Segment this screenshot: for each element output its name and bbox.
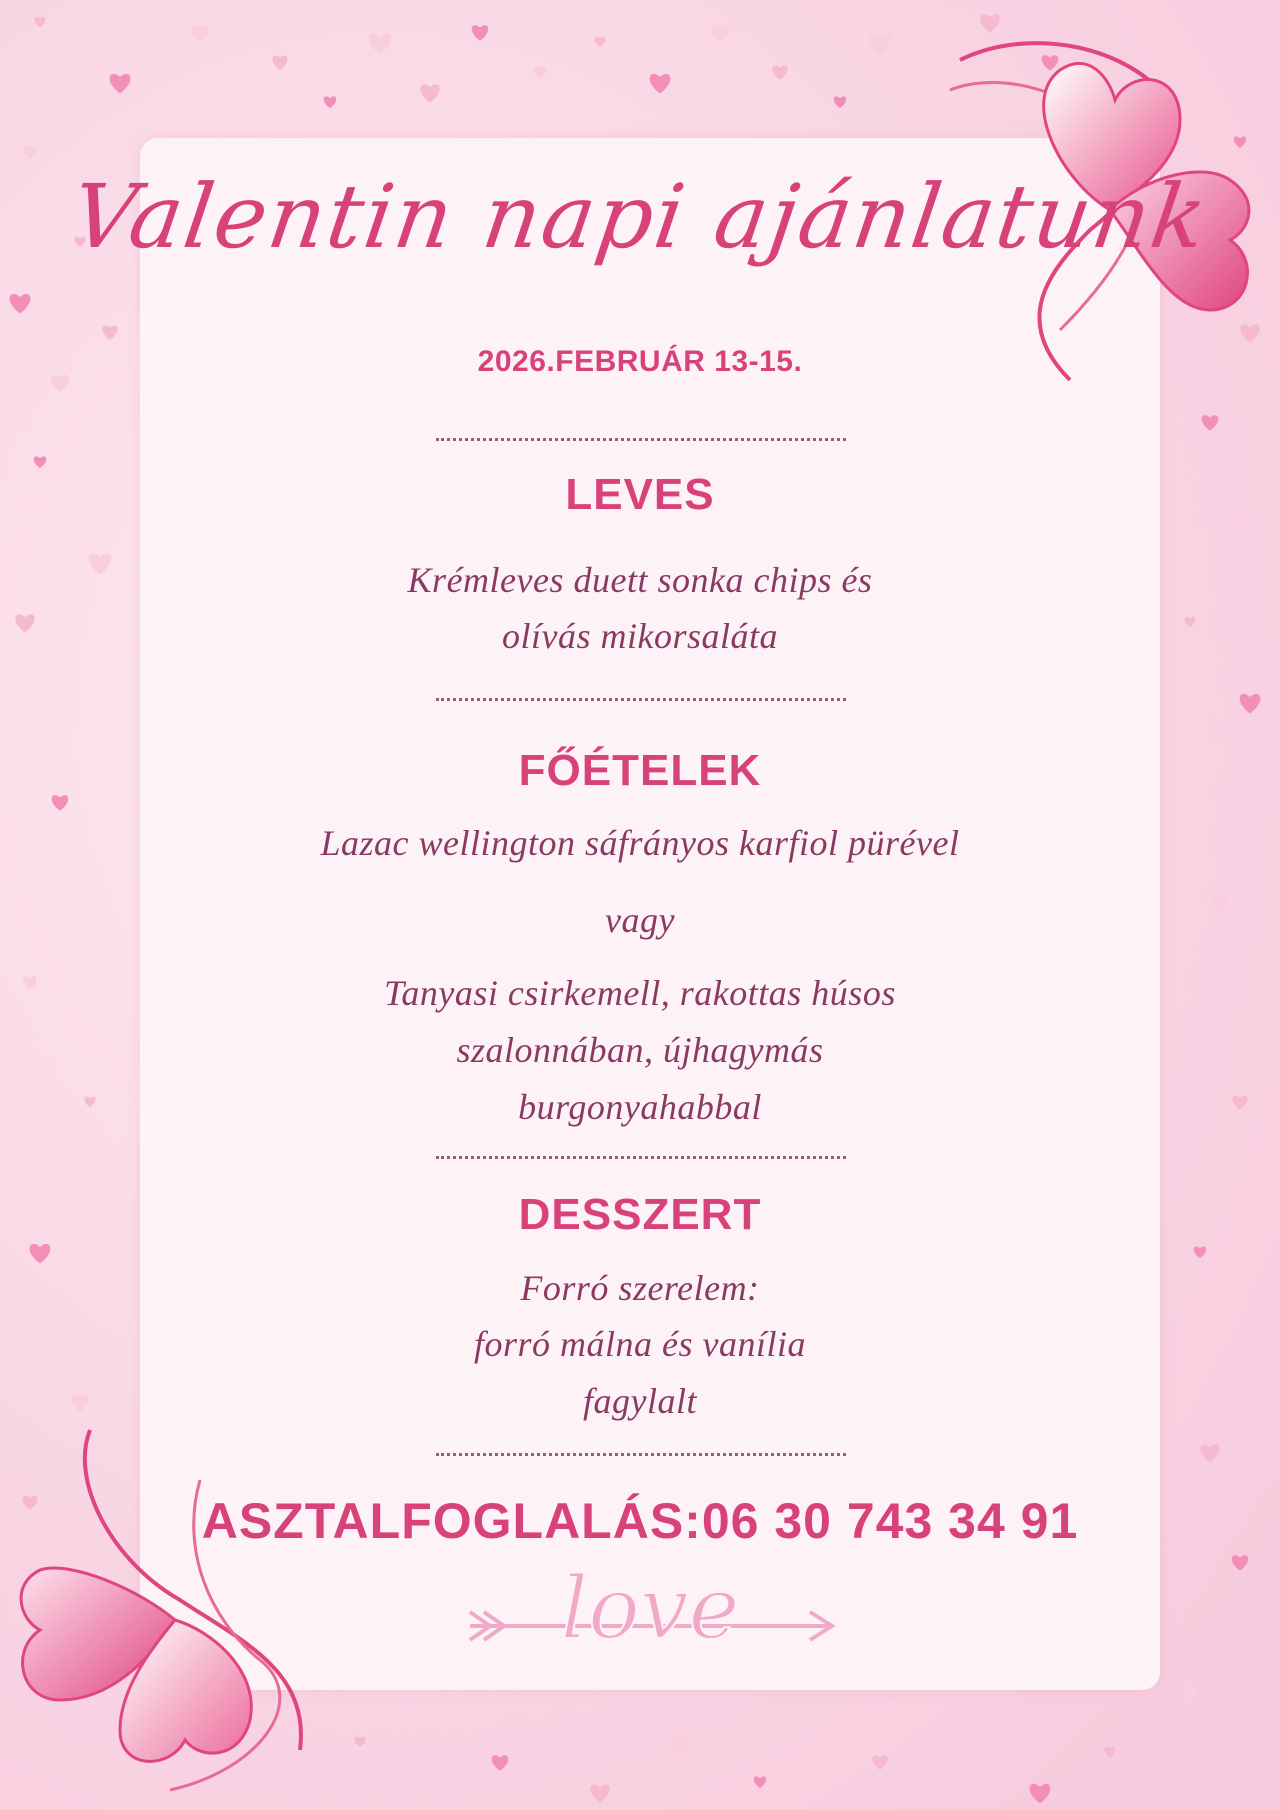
- background-heart: [1232, 1555, 1249, 1571]
- menu-line: forró málna és vanília: [474, 1324, 806, 1364]
- menu-line: Lazac wellington sáfrányos karfiol pürével: [320, 823, 960, 863]
- background-heart: [650, 74, 671, 94]
- background-heart: [23, 146, 37, 159]
- background-heart: [872, 1756, 887, 1770]
- background-heart: [413, 1786, 427, 1799]
- background-heart: [272, 56, 287, 70]
- background-heart: [951, 1705, 969, 1722]
- background-heart: [1200, 1444, 1219, 1462]
- background-heart: [711, 25, 729, 42]
- background-heart: [369, 33, 391, 54]
- section-heading-mains: FŐÉTELEK: [518, 746, 762, 795]
- section-heading-soup: LEVES: [565, 470, 715, 519]
- background-heart: [191, 25, 209, 42]
- background-heart: [594, 37, 605, 47]
- background-heart: [472, 25, 489, 41]
- butterfly-heart-decoration-bottom: [10, 1420, 350, 1800]
- dotted-divider: [436, 1453, 846, 1456]
- menu-line: Krémleves duett sonka chips és: [407, 560, 873, 600]
- menu-line-separator: vagy: [605, 900, 675, 940]
- background-heart: [102, 326, 117, 340]
- background-heart: [420, 84, 439, 102]
- love-word: love: [560, 1559, 740, 1658]
- background-heart: [10, 294, 31, 314]
- dotted-divider: [436, 698, 846, 701]
- background-heart: [1104, 1747, 1115, 1757]
- background-heart: [34, 17, 45, 27]
- background-heart: [869, 33, 891, 54]
- background-heart: [590, 1784, 609, 1802]
- menu-line: Tanyasi csirkemell, rakottas húsos: [384, 973, 896, 1013]
- background-heart: [1240, 694, 1261, 714]
- background-heart: [1202, 415, 1219, 431]
- reservation-phone: ASZTALFOGLALÁS:06 30 743 34 91: [201, 1493, 1079, 1549]
- background-heart: [1183, 1686, 1197, 1699]
- background-heart: [1194, 1246, 1206, 1258]
- background-heart: [1030, 1784, 1051, 1804]
- background-heart: [772, 66, 787, 80]
- event-date: 2026.FEBRUÁR 13-15.: [477, 345, 803, 378]
- menu-line: szalonnában, újhagymás: [456, 1030, 824, 1070]
- background-heart: [669, 1733, 691, 1754]
- page-title: Valentin napi ajánlatunk: [65, 165, 1215, 268]
- background-heart: [110, 74, 131, 94]
- background-heart: [34, 456, 46, 468]
- dotted-divider: [436, 1156, 846, 1159]
- background-heart: [324, 96, 336, 108]
- background-heart: [354, 1737, 365, 1747]
- background-heart: [533, 66, 547, 79]
- menu-line: burgonyahabbal: [518, 1087, 762, 1127]
- section-heading-dessert: DESSZERT: [518, 1190, 762, 1239]
- love-arrow-decoration: [460, 1548, 840, 1658]
- background-heart: [754, 1776, 766, 1788]
- background-heart: [492, 1755, 509, 1771]
- menu-line: olívás mikorsaláta: [502, 616, 778, 656]
- menu-line: Forró szerelem:: [520, 1268, 760, 1308]
- dotted-divider: [436, 438, 846, 441]
- background-heart: [52, 795, 69, 811]
- background-heart: [834, 96, 846, 108]
- menu-line: fagylalt: [583, 1381, 697, 1421]
